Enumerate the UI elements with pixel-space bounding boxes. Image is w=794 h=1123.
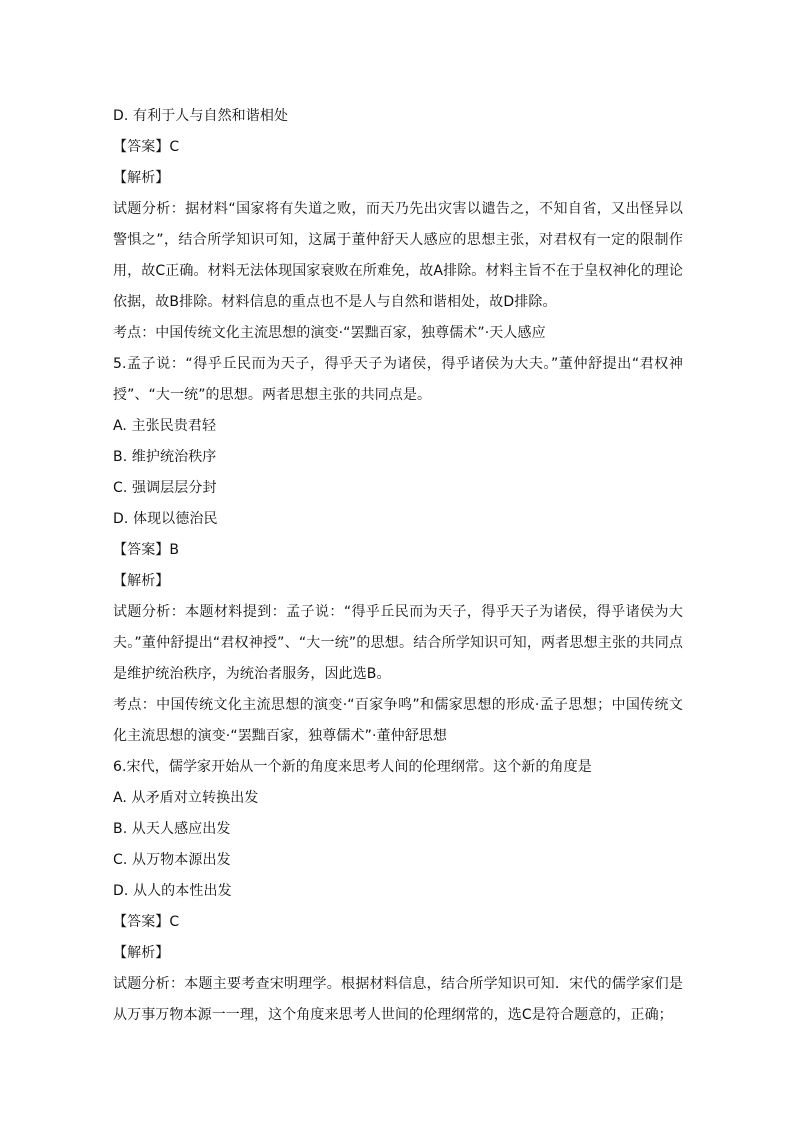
answer-q4: 【答案】C	[113, 139, 180, 155]
question-5-stem: 5.孟子说：“得乎丘民而为天子，得乎天子为诸侯，得乎诸侯为大夫。”董仲舒提出“君权神授”、“大一统”的思想。两者思想主张的共同点是。	[113, 356, 683, 403]
option-d-q6: D. 从人的本性出发	[113, 883, 232, 899]
question-6-stem: 6.宋代，儒学家开始从一个新的角度来思考人间的伦理纲常。这个新的角度是	[113, 759, 592, 775]
option-d-q5: D. 体现以德治民	[113, 511, 218, 527]
answer-q5: 【答案】B	[113, 542, 180, 558]
option-d-q4: D. 有利于人与自然和谐相处	[113, 108, 289, 124]
analysis-text-q4: 试题分析：据材料“国家将有失道之败，而天乃先出灾害以谴告之，不知自省，又出怪异以警惧之”，结合所学知识可知，这属于董仲舒天人感应的思想主张，对君权有一定的限制作用，故C正确。材料无法体现国家衰败在所难免，故A排除。材料主旨不在于皇权神化的理论依据，故B排除。材料信息的重点也不是人与自然和谐相处，故D排除。	[113, 201, 683, 310]
option-c-q5: C. 强调层层分封	[113, 480, 217, 496]
option-c-q6: C. 从万物本源出发	[113, 852, 231, 868]
analysis-heading-q5: 【解析】	[113, 573, 170, 589]
analysis-text-q6: 试题分析：本题主要考查宋明理学。根据材料信息，结合所学知识可知．宋代的儒学家们是从万事万物本源一一理，这个角度来思考人世间的伦理纲常的，选C是符合题意的，正确；	[113, 976, 683, 1023]
answer-q6: 【答案】C	[113, 914, 180, 930]
analysis-text-q5: 试题分析：本题材料提到：孟子说：“得乎丘民而为天子，得乎天子为诸侯，得乎诸侯为大夫。”董仲舒提出“君权神授”、“大一统”的思想。结合所学知识可知，两者思想主张的共同点是维护统治秩序，为统治者服务，因此选B。	[113, 604, 683, 682]
option-b-q5: B. 维护统治秩序	[113, 449, 217, 465]
key-point-q4: 考点：中国传统文化主流思想的演变·“罢黜百家，独尊儒术”·天人感应	[113, 325, 546, 341]
option-a-q6: A. 从矛盾对立转换出发	[113, 790, 259, 806]
document-page	[113, 101, 683, 1031]
key-point-q5: 考点：中国传统文化主流思想的演变·“百家争鸣”和儒家思想的形成·孟子思想；中国传统文化主流思想的演变·“罢黜百家，独尊儒术”·董仲舒思想	[113, 697, 683, 744]
analysis-heading-q4: 【解析】	[113, 170, 170, 186]
analysis-heading-q6: 【解析】	[113, 945, 170, 961]
option-b-q6: B. 从天人感应出发	[113, 821, 231, 837]
option-a-q5: A. 主张民贵君轻	[113, 418, 217, 434]
